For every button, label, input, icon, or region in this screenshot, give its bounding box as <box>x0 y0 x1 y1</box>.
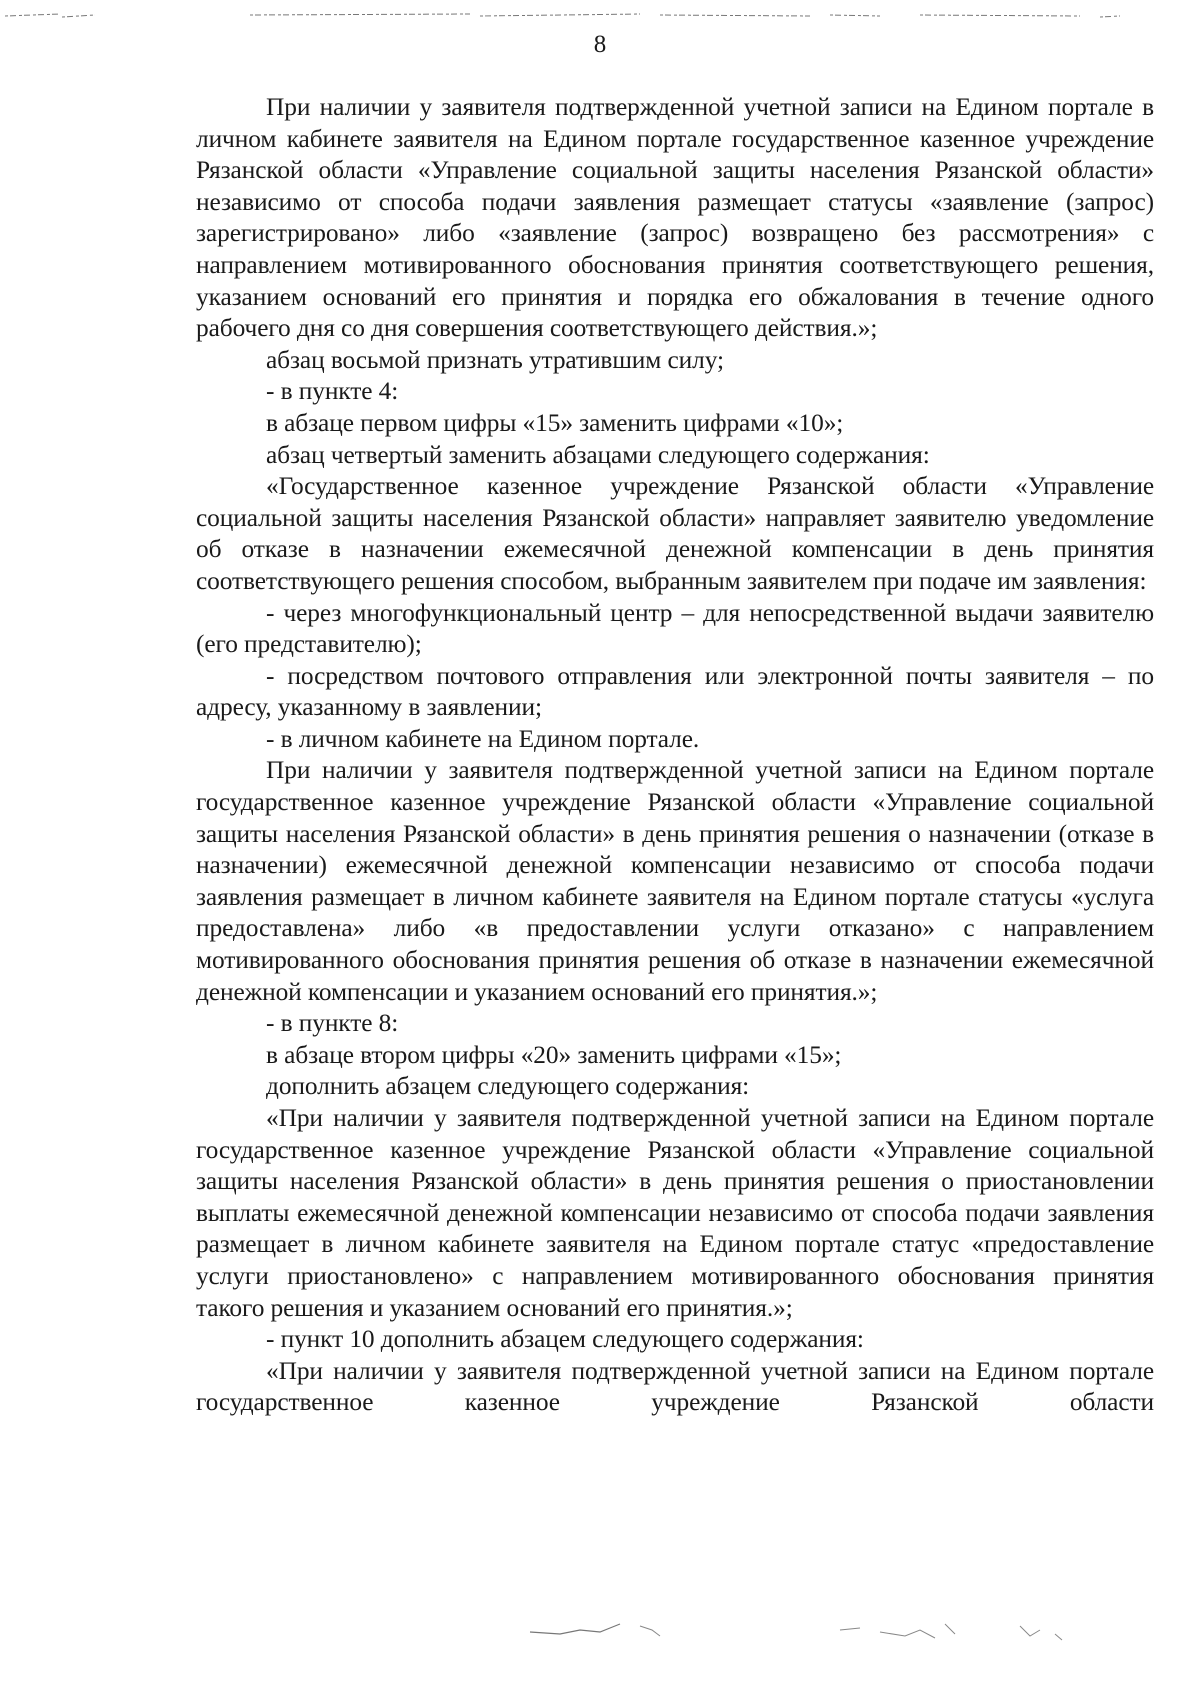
paragraph: - в пункте 4: <box>266 377 399 406</box>
paragraph: - посредством почтового отправления или электронной почты заявителя – по адресу, указанному в заявлении; <box>196 661 1154 722</box>
scan-artifact-top <box>0 8 1200 22</box>
page-number: 8 <box>593 31 607 58</box>
paragraph: «При наличии у заявителя подтвержденной учетной записи на Едином портале государственное казенное учреждение Рязанской области <box>196 1356 1154 1417</box>
paragraph: «Государственное казенное учреждение Рязанской области «Управление социальной защиты населения Рязанской области» направляет заявителю уведомление об отказе в назначении ежемесячной денежной компенсации в день принятия соответствующего решения способом, выбранным заявителем при подаче им заявления: <box>196 472 1154 595</box>
document-body <box>196 92 1154 1419</box>
paragraph: - в личном кабинете на Едином портале. <box>266 724 700 753</box>
paragraph: - пункт 10 дополнить абзацем следующего содержания: <box>266 1325 864 1354</box>
paragraph: - через многофункциональный центр – для непосредственной выдачи заявителю (его представителю); <box>196 598 1154 659</box>
paragraph: дополнить абзацем следующего содержания: <box>266 1072 750 1101</box>
paragraph: - в пункте 8: <box>266 1009 399 1038</box>
paragraph: При наличии у заявителя подтвержденной учетной записи на Едином портале государственное казенное учреждение Рязанской области «Управление социальной защиты населения Рязанской области» в день принятия решения о назначении (отказе в назначении) ежемесячной денежной компенсации независимо от способа подачи заявления размещает в личном кабинете заявителя на Едином портале статусы «услуга предоставлена» либо «в предоставлении услуги отказано» с направлением мотивированного обоснования принятия решения об отказе в назначении ежемесячной денежной компенсации и указанием оснований его принятия.»; <box>196 756 1154 1006</box>
paragraph: При наличии у заявителя подтвержденной учетной записи на Едином портале в личном кабинете заявителя на Едином портале государственное казенное учреждение Рязанской области «Управление социальной защиты населения Рязанской области» независимо от способа подачи заявления размещает статусы «заявление (запрос) зарегистрировано» либо «заявление (запрос) возвращено без рассмотрения» с направлением мотивированного обоснования принятия соответствующего решения, указанием оснований его принятия и порядка его обжалования в течение одного рабочего дня со дня совершения соответствующего действия.»; <box>196 93 1154 343</box>
paragraph: «При наличии у заявителя подтвержденной учетной записи на Едином портале государственное казенное учреждение Рязанской области «Управление социальной защиты населения Рязанской области» в день принятия решения о приостановлении выплаты ежемесячной денежной компенсации независимо от способа подачи заявления размещает в личном кабинете заявителя на Едином портале статус «предоставление услуги приостановлено» с направлением мотивированного обоснования принятия такого решения и указанием оснований его принятия.»; <box>196 1104 1154 1322</box>
paragraph: абзац четвертый заменить абзацами следующего содержания: <box>266 440 930 469</box>
paragraph: абзац восьмой признать утратившим силу; <box>266 345 724 374</box>
paragraph: в абзаце втором цифры «20» заменить цифрами «15»; <box>266 1040 842 1069</box>
scan-artifact-bottom <box>0 1610 1200 1670</box>
paragraph: в абзаце первом цифры «15» заменить цифрами «10»; <box>266 408 844 437</box>
